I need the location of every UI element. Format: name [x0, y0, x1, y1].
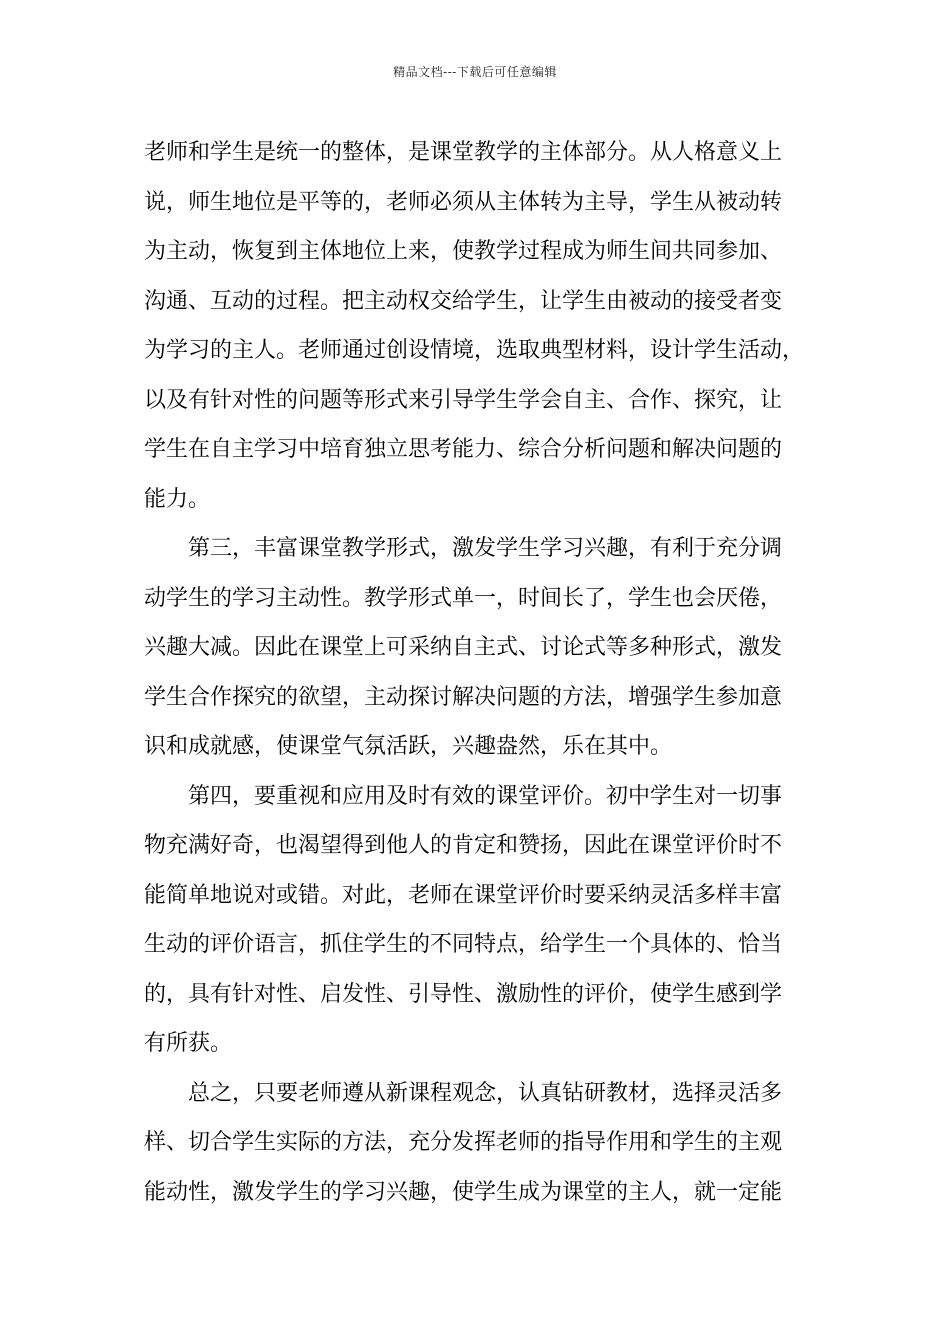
- text-line: 以及有针对性的问题等形式来引导学生学会自主、合作、探究，让: [144, 387, 783, 413]
- text-line: 沟通、互动的过程。把主动权交给学生，让学生由被动的接受者变: [144, 288, 783, 314]
- paragraph-first-line: 第三，丰富课堂教学形式，激发学生学习兴趣，有利于充分调: [188, 536, 783, 561]
- text-line: 能简单地说对或错。对此，老师在课堂评价时要采纳灵活多样丰富: [144, 882, 783, 908]
- text-line: 生动的评价语言，抓住学生的不同特点，给学生一个具体的、恰当: [144, 932, 783, 957]
- body-text: [144, 128, 806, 1217]
- text-line: 学生在自主学习中培育独立思考能力、综合分析问题和解决问题的: [144, 437, 783, 462]
- paragraph-first-line: 第四，要重视和应用及时有效的课堂评价。初中学生对一切事: [188, 783, 783, 809]
- text-line: 样、切合学生实际的方法，充分发挥老师的指导作用和学生的主观: [144, 1130, 783, 1155]
- paragraph-first-line: 总之，只要老师遵从新课程观念，认真钻研教材，选择灵活多: [188, 1080, 783, 1106]
- text-line: 能力。: [144, 486, 211, 512]
- text-line: 老师和学生是统一的整体，是课堂教学的主体部分。从人格意义上: [144, 140, 783, 165]
- text-line: 能动性，激发学生的学习兴趣，使学生成为课堂的主人，就一定能: [144, 1179, 783, 1205]
- text-line: 学生合作探究的欲望，主动探讨解决问题的方法，增强学生参加意: [144, 684, 783, 710]
- text-line: 动学生的学习主动性。教学形式单一，时间长了，学生也会厌倦，: [144, 585, 783, 611]
- text-line: 为主动，恢复到主体地位上来，使教学过程成为师生间共同参加、: [144, 239, 783, 264]
- text-line: 的，具有针对性、启发性、引导性、激励性的评价，使学生感到学: [144, 981, 783, 1007]
- page-header: 精品文档---下载后可任意编辑: [393, 65, 557, 79]
- text-line: 说，师生地位是平等的，老师必须从主体转为主导，学生从被动转: [144, 189, 783, 215]
- text-line: 物充满好奇，也渴望得到他人的肯定和赞扬，因此在课堂评价时不: [144, 833, 783, 858]
- text-line: 识和成就感，使课堂气氛活跃，兴趣盎然，乐在其中。: [144, 734, 673, 759]
- text-line: 有所获。: [144, 1031, 233, 1056]
- text-line: 兴趣大减。因此在课堂上可采纳自主式、讨论式等多种形式，激发: [144, 635, 783, 660]
- text-line: 为学习的主人。老师通过创设情境，选取典型材料，设计学生活动，: [144, 338, 805, 363]
